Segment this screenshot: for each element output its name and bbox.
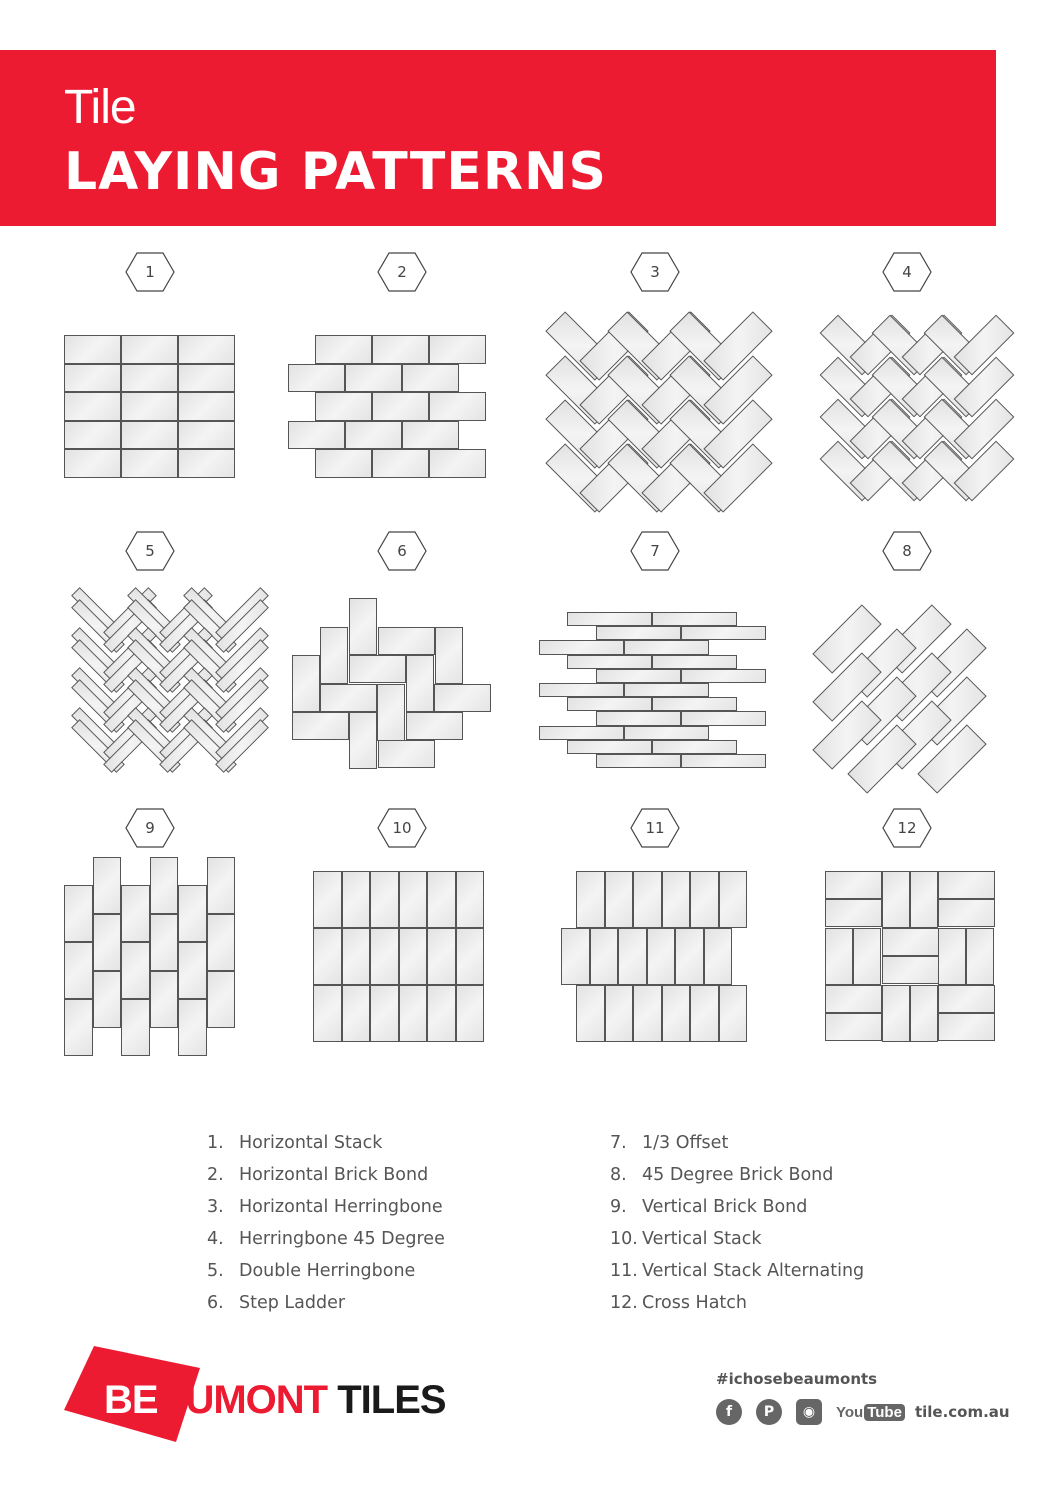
tile (372, 335, 429, 364)
tile (207, 857, 236, 914)
header-banner (0, 50, 996, 226)
pattern-number-badge (882, 531, 932, 571)
tile (825, 899, 882, 927)
tile (121, 449, 178, 478)
tile (938, 899, 995, 927)
legend-item: 2. Horizontal Brick Bond (207, 1165, 429, 1185)
tile (370, 985, 399, 1042)
header-title: LAYING PATTERNS (64, 142, 607, 202)
social-links (716, 1398, 1010, 1426)
tile (345, 421, 402, 450)
tile (624, 726, 709, 740)
tile (435, 627, 463, 684)
tile (406, 712, 463, 740)
tile (662, 985, 691, 1042)
tile (342, 928, 371, 985)
tile (313, 928, 342, 985)
tile (938, 1013, 995, 1041)
tile (320, 627, 348, 684)
tile (64, 885, 93, 942)
tile (402, 421, 459, 450)
tile (399, 871, 428, 928)
instagram-icon[interactable]: ◉ (796, 1399, 822, 1425)
tile (938, 871, 995, 899)
tile (93, 857, 122, 914)
tile (288, 364, 345, 393)
tile (377, 684, 405, 741)
tile (345, 364, 402, 393)
tile (882, 956, 939, 984)
tile (64, 392, 121, 421)
tile (349, 598, 377, 655)
pattern-number-badge (377, 808, 427, 848)
tile (434, 684, 491, 712)
tile (427, 985, 456, 1042)
tile (93, 971, 122, 1028)
tile (652, 655, 737, 669)
tile (910, 985, 938, 1042)
tile (882, 928, 939, 956)
tile (590, 928, 619, 985)
header-subtitle: Tile (64, 81, 136, 134)
tile (561, 928, 590, 985)
youtube-icon[interactable]: You Tube (836, 1404, 905, 1421)
tile (966, 928, 994, 985)
legend-left (207, 1127, 445, 1319)
tile (567, 697, 652, 711)
tile (378, 627, 435, 655)
tile (315, 392, 372, 421)
tile (178, 364, 235, 393)
tile (427, 928, 456, 985)
pattern-number-badge (630, 252, 680, 292)
tile (288, 421, 345, 450)
pattern-number-badge (882, 252, 932, 292)
tile (633, 871, 662, 928)
legend-item: 9. Vertical Brick Bond (610, 1197, 808, 1217)
tile (64, 335, 121, 364)
tile (624, 640, 709, 654)
tile (825, 1013, 882, 1041)
legend-item: 8. 45 Degree Brick Bond (610, 1165, 834, 1185)
tile (652, 612, 737, 626)
tile (399, 928, 428, 985)
tile (378, 740, 435, 768)
facebook-icon[interactable]: f (716, 1399, 742, 1425)
pattern-number-badge (882, 808, 932, 848)
tile (910, 871, 938, 928)
tile (719, 985, 748, 1042)
tile (690, 871, 719, 928)
tile (178, 449, 235, 478)
tile (315, 449, 372, 478)
tile (292, 655, 320, 712)
legend-item: 7. 1/3 Offset (610, 1133, 729, 1153)
tile (539, 683, 624, 697)
tile (370, 871, 399, 928)
tile (662, 871, 691, 928)
tile (938, 985, 995, 1013)
tile (675, 928, 704, 985)
legend-item: 4. Herringbone 45 Degree (207, 1229, 445, 1249)
pattern-number: 2 (397, 263, 407, 281)
pattern-number-badge (377, 531, 427, 571)
tile (406, 655, 434, 712)
tile (576, 871, 605, 928)
tile (150, 914, 179, 971)
tile (402, 364, 459, 393)
tile (456, 871, 485, 928)
tile (207, 914, 236, 971)
legend-item: 1. Horizontal Stack (207, 1133, 383, 1153)
tile (349, 655, 406, 683)
tile (618, 928, 647, 985)
tile (429, 335, 486, 364)
tile (315, 335, 372, 364)
legend-item: 3. Horizontal Herringbone (207, 1197, 443, 1217)
tile (121, 364, 178, 393)
tile (313, 985, 342, 1042)
tile (576, 985, 605, 1042)
tile (178, 942, 207, 999)
legend-right (610, 1127, 864, 1319)
pattern-number-badge (125, 531, 175, 571)
tile (681, 711, 766, 725)
tile (178, 421, 235, 450)
tile (647, 928, 676, 985)
tile (938, 928, 966, 985)
tile (121, 942, 150, 999)
pinterest-icon[interactable]: P (756, 1399, 782, 1425)
tile (342, 985, 371, 1042)
pattern-number: 3 (650, 263, 660, 281)
tile (313, 871, 342, 928)
tile (178, 999, 207, 1056)
tile (690, 985, 719, 1042)
tile (429, 449, 486, 478)
tile (853, 928, 881, 985)
tile (370, 928, 399, 985)
tile (825, 985, 882, 1013)
tile (624, 683, 709, 697)
tile (633, 985, 662, 1042)
pattern-number: 7 (650, 542, 660, 560)
tile (320, 684, 377, 712)
tile (292, 712, 349, 740)
tile (596, 669, 681, 683)
pattern-number: 9 (145, 819, 155, 837)
tile (567, 655, 652, 669)
tile (567, 612, 652, 626)
tile (596, 711, 681, 725)
tile (178, 885, 207, 942)
tile (150, 857, 179, 914)
tile (567, 740, 652, 754)
tile (64, 421, 121, 450)
tile (882, 985, 910, 1042)
legend-item: 12. Cross Hatch (610, 1293, 747, 1313)
pattern-number-badge (125, 808, 175, 848)
tile (64, 999, 93, 1056)
tile (207, 971, 236, 1028)
tile (681, 754, 766, 768)
tile (605, 871, 634, 928)
tile (121, 392, 178, 421)
tile (596, 626, 681, 640)
tile (596, 754, 681, 768)
brand-wordmark: BEAUMONT TILES (104, 1378, 446, 1422)
pattern-number: 5 (145, 542, 155, 560)
tile (652, 740, 737, 754)
tile (178, 335, 235, 364)
tile (456, 985, 485, 1042)
legend-item: 5. Double Herringbone (207, 1261, 416, 1281)
pattern-number: 6 (397, 542, 407, 560)
tile (882, 871, 910, 928)
tile (64, 942, 93, 999)
tile (652, 697, 737, 711)
pattern-number-badge (630, 531, 680, 571)
pattern-number: 4 (902, 263, 912, 281)
tile (825, 928, 853, 985)
tile (704, 928, 733, 985)
tile (539, 640, 624, 654)
legend-item: 11. Vertical Stack Alternating (610, 1261, 865, 1281)
tile (121, 335, 178, 364)
pattern-number: 1 (145, 263, 155, 281)
pattern-number: 10 (392, 819, 412, 837)
legend-item: 10. Vertical Stack (610, 1229, 762, 1249)
tile (342, 871, 371, 928)
hashtag: #ichosebeaumonts (716, 1370, 878, 1388)
pattern-number-badge (125, 252, 175, 292)
tile (372, 449, 429, 478)
tile (93, 914, 122, 971)
pattern-number: 8 (902, 542, 912, 560)
tile (121, 999, 150, 1056)
tile (605, 985, 634, 1042)
tile (429, 392, 486, 421)
legend-item: 6. Step Ladder (207, 1293, 346, 1313)
tile (399, 985, 428, 1042)
tile (150, 971, 179, 1028)
tile (121, 421, 178, 450)
tile (456, 928, 485, 985)
tile (121, 885, 150, 942)
tile (427, 871, 456, 928)
tile (349, 712, 377, 769)
pattern-number: 12 (897, 819, 917, 837)
pattern-number-badge (377, 252, 427, 292)
pattern-number-badge (630, 808, 680, 848)
tile (64, 364, 121, 393)
tile (825, 871, 882, 899)
tile (719, 871, 748, 928)
tile (64, 449, 121, 478)
tile (681, 669, 766, 683)
tile (178, 392, 235, 421)
tile (681, 626, 766, 640)
website-link[interactable]: tile.com.au (914, 1403, 1010, 1421)
pattern-number: 11 (645, 819, 665, 837)
tile (539, 726, 624, 740)
tile (372, 392, 429, 421)
